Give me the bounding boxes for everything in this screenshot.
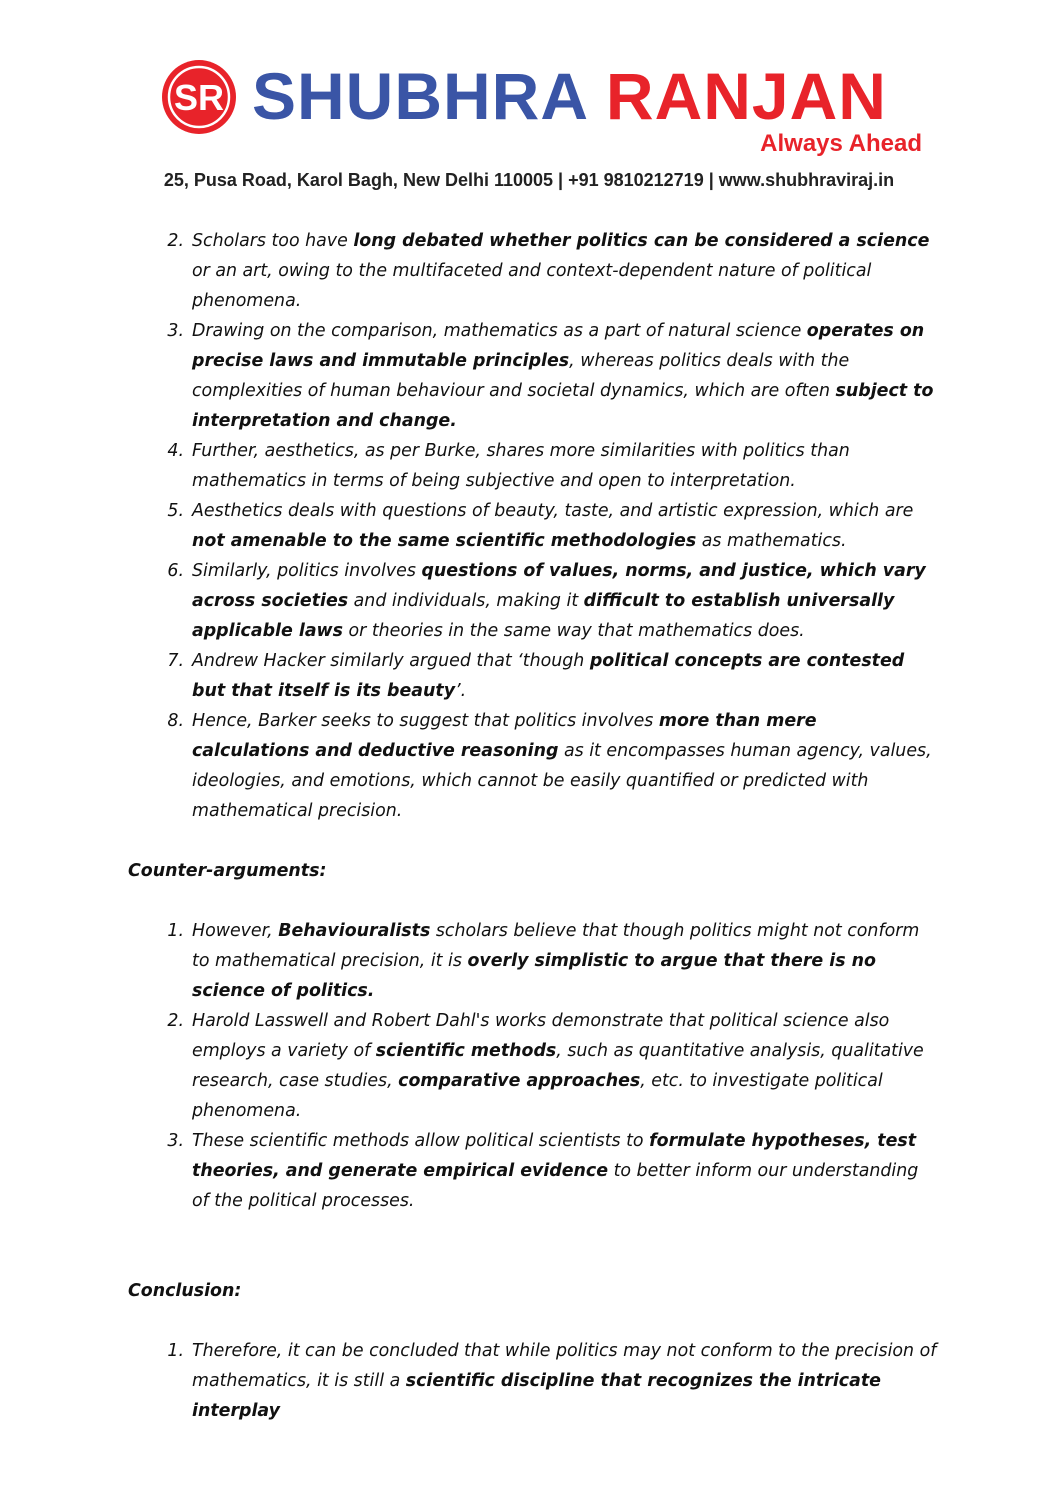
brand-name bbox=[252, 58, 887, 134]
emphasized-text: comparative approaches bbox=[398, 1071, 641, 1091]
logo-letters: SR bbox=[173, 77, 225, 118]
emphasized-text: long debated whether politics can be considered a science bbox=[353, 231, 930, 251]
list-item bbox=[128, 1336, 938, 1426]
list-item-number: 3. bbox=[167, 1131, 184, 1151]
list-item-number: 2. bbox=[167, 1011, 184, 1031]
list-item-text: Scholars too have bbox=[192, 231, 354, 251]
brand-name-left: SHUBHRA bbox=[252, 59, 587, 133]
counter-arguments-heading: Counter-arguments: bbox=[128, 861, 327, 881]
sr-logo-icon bbox=[160, 58, 238, 136]
list-item-number: 5. bbox=[167, 501, 184, 521]
emphasized-text: scientific discipline that recognizes the intricate interplay bbox=[192, 1371, 881, 1421]
conclusion-list bbox=[128, 1336, 938, 1426]
list-item-text: Hence, Barker seeks to suggest that politics involves bbox=[192, 711, 659, 731]
list-item bbox=[128, 436, 938, 496]
emphasized-text: subject to interpretation and change. bbox=[192, 381, 934, 431]
list-item bbox=[128, 1126, 938, 1216]
list-item-number: 3. bbox=[167, 321, 184, 341]
emphasized-text: difficult to establish universally applicable laws bbox=[192, 591, 895, 641]
list-item bbox=[128, 916, 938, 1006]
page-header bbox=[0, 0, 1058, 205]
list-item-number: 1. bbox=[167, 921, 184, 941]
emphasized-text: more than mere calculations and deductive reasoning bbox=[192, 711, 817, 761]
emphasized-text: political concepts are contested but that itself is its beauty bbox=[192, 651, 905, 701]
list-item-text: as mathematics. bbox=[696, 531, 847, 551]
emphasized-text: scientific methods bbox=[375, 1041, 557, 1061]
emphasized-text: operates on precise laws and immutable principles bbox=[192, 321, 925, 371]
list-item-number: 8. bbox=[167, 711, 184, 731]
emphasized-text: overly simplistic to argue that there is no science of politics. bbox=[192, 951, 876, 1001]
brand-name-right: RANJAN bbox=[605, 59, 887, 133]
list-item-text: or theories in the same way that mathematics does. bbox=[342, 621, 805, 641]
list-item bbox=[128, 496, 938, 556]
list-item-text: Therefore, it can be concluded that while politics may not conform to the precision of mathematics, it is still a bbox=[192, 1341, 937, 1391]
contact-address: 25, Pusa Road, Karol Bagh, New Delhi 110005 | +91 9810212719 | www.shubhraviraj.in bbox=[163, 170, 895, 190]
list-item-text: , whereas politics deals with the complexities of human behaviour and societal dynamics, which are often bbox=[192, 351, 850, 401]
list-item bbox=[128, 1006, 938, 1126]
list-item-number: 7. bbox=[167, 651, 184, 671]
counter-arguments-list bbox=[128, 916, 938, 1216]
list-item-text: and individuals, making it bbox=[348, 591, 584, 611]
list-item-text: Similarly, politics involves bbox=[192, 561, 422, 581]
list-item bbox=[128, 706, 938, 826]
list-item bbox=[128, 556, 938, 646]
list-item-text: as it encompasses human agency, values, ideologies, and emotions, which cannot be easily quantified or predicted with mathematical precision. bbox=[192, 741, 932, 821]
list-item-text: Andrew Hacker similarly argued that ‘though bbox=[192, 651, 590, 671]
conclusion-heading: Conclusion: bbox=[128, 1281, 242, 1301]
list-item-number: 1. bbox=[167, 1341, 184, 1361]
document-body bbox=[128, 226, 938, 1426]
list-item-text: Further, aesthetics, as per Burke, shares more similarities with politics than mathematics in terms of being subjective and open to interpretation. bbox=[192, 441, 850, 491]
list-item-number: 2. bbox=[167, 231, 184, 251]
list-item-text: , such as quantitative analysis, qualitative research, case studies, bbox=[192, 1041, 924, 1091]
list-item-text: scholars believe that though politics might not conform to mathematical precision, it is bbox=[192, 921, 920, 971]
list-item-text: Harold Lasswell and Robert Dahl's works demonstrate that political science also employs a variety of bbox=[192, 1011, 890, 1061]
list-item-text: , etc. to investigate political phenomena. bbox=[192, 1071, 883, 1121]
arguments-list bbox=[128, 226, 938, 826]
list-item bbox=[128, 646, 938, 706]
list-item-text: ’. bbox=[455, 681, 467, 701]
emphasized-text: questions of values, norms, and justice, which vary across societies bbox=[192, 561, 926, 611]
list-item-number: 4. bbox=[167, 441, 184, 461]
list-item-text: or an art, owing to the multifaceted and context-dependent nature of political phenomena. bbox=[192, 261, 872, 311]
list-item-text: These scientific methods allow political scientists to bbox=[192, 1131, 650, 1151]
list-item bbox=[128, 226, 938, 316]
list-item-text: However, bbox=[192, 921, 279, 941]
emphasized-text: Behaviouralists bbox=[278, 921, 431, 941]
list-item-text: Drawing on the comparison, mathematics as a part of natural science bbox=[192, 321, 807, 341]
list-item-text: to better inform our understanding of the political processes. bbox=[192, 1161, 919, 1211]
emphasized-text: not amenable to the same scientific methodologies bbox=[192, 531, 697, 551]
brand-tagline: Always Ahead bbox=[760, 130, 922, 157]
list-item-text: Aesthetics deals with questions of beauty, taste, and artistic expression, which are bbox=[192, 501, 914, 521]
list-item bbox=[128, 316, 938, 436]
list-item-number: 6. bbox=[167, 561, 184, 581]
emphasized-text: formulate hypotheses, test theories, and generate empirical evidence bbox=[192, 1131, 917, 1181]
